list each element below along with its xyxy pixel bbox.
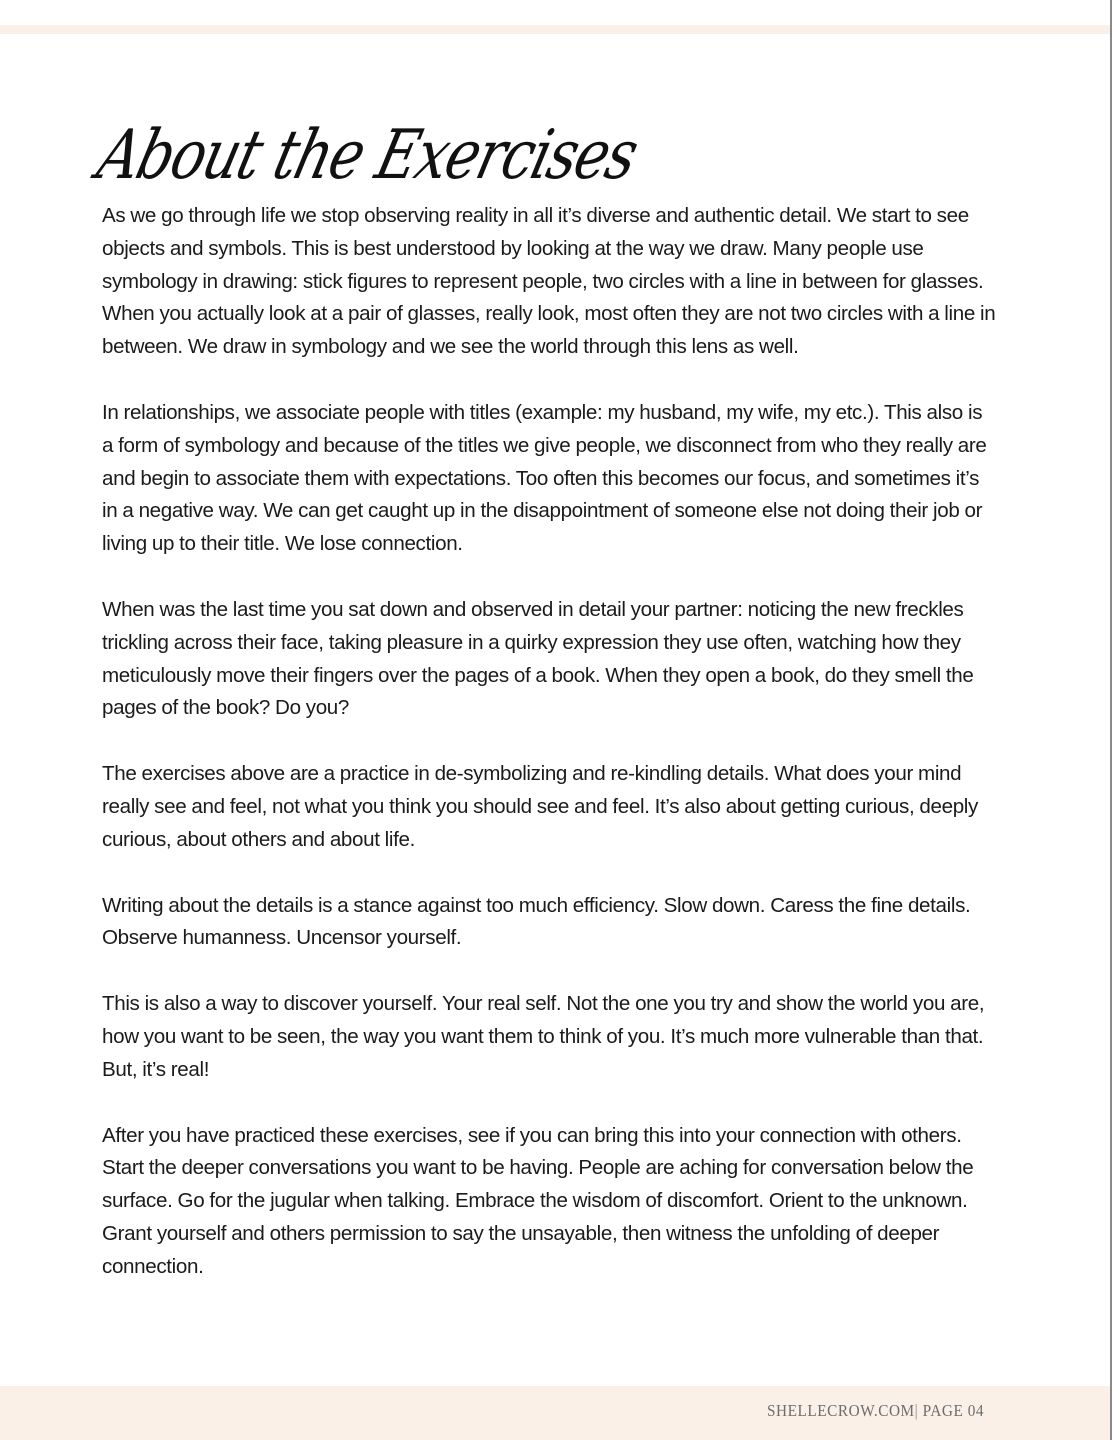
paragraph-4: The exercises above are a practice in de-symbolizing and re-kindling details. What does your mind really see and feel, not what you think you should see and feel. It’s also about getting curious, deeply curious, about others and about life. <box>102 762 978 851</box>
page-title: About the Exercises <box>90 115 645 195</box>
footer-separator: | <box>914 1401 919 1420</box>
paragraph-3: When was the last time you sat down and observed in detail your partner: noticing the new freckles trickling across their face, taking pleasure in a quirky expression they use often, watching how they meticulously move their fingers over the pages of a book. When they open a book, do they smell the pages of the book? Do you? <box>102 597 974 720</box>
paragraph-2: In relationships, we associate people with titles (example: my husband, my wife, my etc.). This also is a form of symbology and because of the titles we give people, we disconnect from who they really are and begin to associate them with expectations. Too often this becomes our focus, and sometimes it’s in a negative way. We can get caught up in the disappointment of someone else not doing their job or living up to their title. We lose connection. <box>102 400 987 556</box>
paragraph-6: This is also a way to discover yourself. Your real self. Not the one you try and show the world you are, how you want to be seen, the way you want them to think of you. It’s much more vulnerable than that. But, it’s real! <box>102 992 985 1081</box>
paragraph-5: Writing about the details is a stance against too much efficiency. Slow down. Caress the fine details. Observe humanness. Uncensor yourself. <box>102 893 971 950</box>
paragraph-1: As we go through life we stop observing reality in all it’s diverse and authentic detail. We start to see objects and symbols. This is best understood by looking at the way we draw. Many people use symbology in drawing: stick figures to represent people, two circles with a line in between for glasses. When you actually look at a pair of glasses, really look, most often they are not two circles with a line in between. We draw in symbology and we see the world through this lens as well. <box>102 204 996 359</box>
footer <box>767 1401 984 1421</box>
top-decorative-band <box>0 25 1110 34</box>
footer-site: SHELLECROW.COM <box>767 1401 915 1420</box>
body-content <box>102 200 997 1317</box>
paragraph-7: After you have practiced these exercises, see if you can bring this into your connection with others. Start the deeper conversations you want to be having. People are aching for conversation below the surface. Go for the jugular when talking. Embrace the wisdom of discomfort. Orient to the unknown. Grant yourself and others permission to say the unsayable, then witness the unfolding of deeper connection. <box>102 1123 974 1278</box>
footer-page-number: PAGE 04 <box>922 1401 985 1420</box>
